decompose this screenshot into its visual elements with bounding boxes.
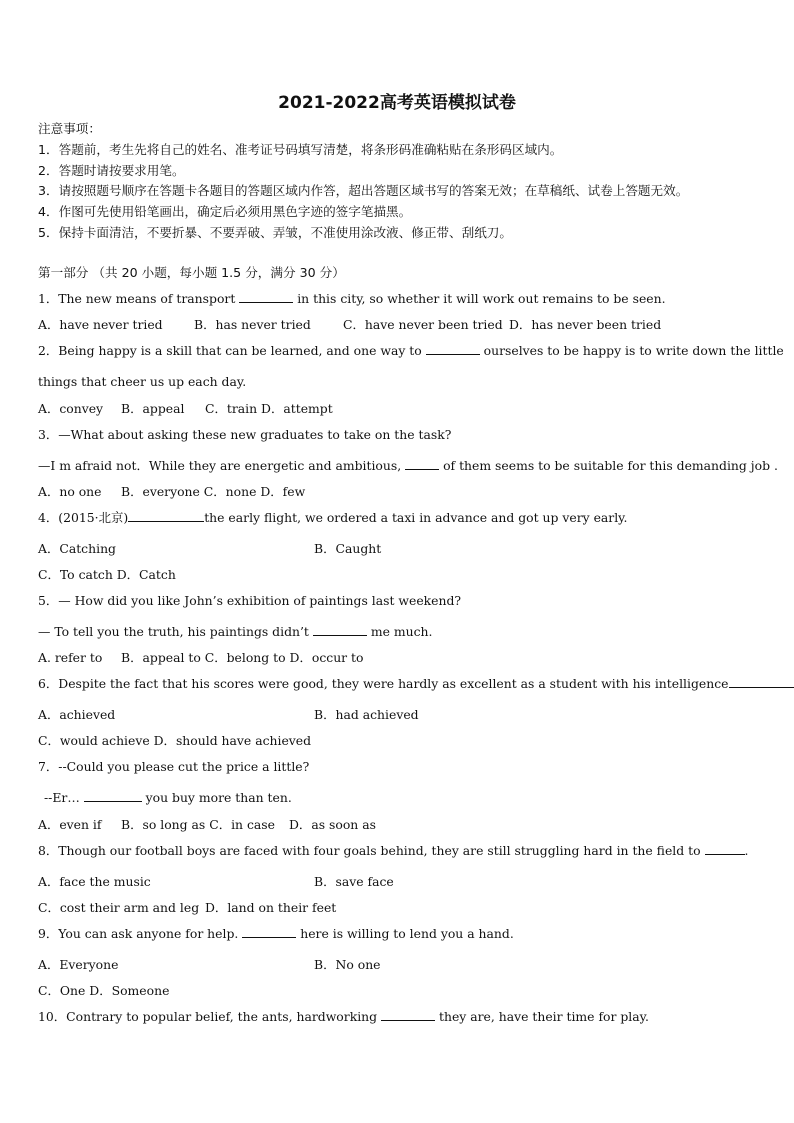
option-a: A. refer to (38, 650, 103, 665)
option-d: D．land on their feet (205, 900, 337, 915)
question-text: --Er… (44, 790, 80, 805)
question-4 (38, 510, 627, 526)
question-text: 10．Contrary to popular belief, the ants, hardworking (38, 1009, 378, 1024)
question-10 (38, 1009, 649, 1025)
option-a: A．face the music (38, 874, 151, 889)
question-text: they are, have their time for play. (438, 1009, 649, 1024)
question-9 (38, 926, 514, 942)
question-3: 3．—What about asking these new graduates to take on the task? (38, 427, 452, 442)
question-text: 6．Despite the fact that his scores were good, they were hardly as excellent as a student with his intelligence (38, 676, 729, 691)
question-text: in this city, so whether it will work out remains to be seen. (297, 291, 666, 306)
question-text: — To tell you the truth, his paintings didn’t (38, 624, 309, 639)
option-c-d: C．train D．attempt (205, 401, 333, 416)
question-text: me much. (370, 624, 433, 639)
notice-item-5: 5．保持卡面清洁，不要折暴、不要弄破、弄皱，不准使用涂改液、修正带、刮纸刀。 (38, 225, 512, 240)
option-b: B．has never tried (194, 317, 311, 332)
answer-blank (313, 624, 367, 636)
page-title: 2021-2022高考英语模拟试卷 (278, 93, 516, 113)
answer-blank (128, 510, 204, 522)
question-text: 8．Though our football boys are faced with four goals behind, they are still struggling hard in the field to (38, 843, 701, 858)
question-3-response (38, 458, 778, 474)
option-b-c: B．so long as C．in case (121, 817, 275, 832)
question-text: ourselves to be happy is to write down the little (483, 343, 784, 358)
question-1 (38, 291, 666, 307)
option-c-d: C．To catch D．Catch (38, 567, 176, 582)
option-a: A．even if (38, 817, 102, 832)
question-text: the early flight, we ordered a taxi in advance and got up very early. (204, 510, 628, 525)
question-text: —I m afraid not．While they are energetic and ambitious, (38, 458, 402, 473)
option-c: C．have never been tried (343, 317, 503, 332)
option-b: B．had achieved (314, 707, 419, 722)
answer-blank (381, 1009, 435, 1021)
notice-item-3: 3．请按照题号顺序在答题卡各题目的答题区域内作答，超出答题区域书写的答案无效；在草稿纸、试卷上答题无效。 (38, 183, 689, 198)
option-b: B．appeal (121, 401, 185, 416)
option-a: A．no one (38, 484, 102, 499)
question-6 (38, 676, 794, 692)
option-a: A．Catching (38, 541, 116, 556)
question-text: . (744, 843, 749, 858)
question-text: 4．(2015·北京) (38, 510, 129, 525)
question-2 (38, 343, 784, 359)
question-2-continued: things that cheer us up each day. (38, 374, 247, 389)
question-8 (38, 843, 748, 859)
answer-blank (426, 343, 480, 355)
question-text: 9．You can ask anyone for help. (38, 926, 239, 941)
option-a: A．convey (38, 401, 104, 416)
question-text: you buy more than ten. (145, 790, 292, 805)
option-a: A．achieved (38, 707, 116, 722)
notice-heading: 注意事项： (38, 121, 101, 136)
option-b: B．Caught (314, 541, 382, 556)
option-d: D．has never been tried (509, 317, 662, 332)
question-text: here is willing to lend you a hand. (300, 926, 514, 941)
notice-item-4: 4．作图可先使用铅笔画出，确定后必须用黑色字迹的签字笔描黑。 (38, 204, 412, 219)
option-b: B．save face (314, 874, 394, 889)
answer-blank (239, 291, 293, 303)
question-text: 1．The new means of transport (38, 291, 236, 306)
notice-item-1: 1．答题前，考生先将自己的姓名、准考证号码填写清楚，将条形码准确粘贴在条形码区域内。 (38, 142, 563, 157)
option-b-c-d: B．appeal to C．belong to D．occur to (121, 650, 364, 665)
option-b: B．No one (314, 957, 381, 972)
answer-blank (405, 458, 439, 470)
option-c: C．cost their arm and leg (38, 900, 200, 915)
question-text: of them seems to be suitable for this demanding job . (443, 458, 778, 473)
section-heading: 第一部分 （共 20 小题，每小题 1.5 分，满分 30 分） (38, 265, 345, 280)
notice-item-2: 2．答题时请按要求用笔。 (38, 163, 185, 178)
answer-blank (729, 676, 794, 688)
option-a: A．Everyone (38, 957, 119, 972)
question-text: 2．Being happy is a skill that can be learned, and one way to (38, 343, 422, 358)
question-5-response (38, 624, 432, 640)
question-7: 7．--Could you please cut the price a little? (38, 759, 310, 774)
option-b-c-d: B．everyone C．none D．few (121, 484, 306, 499)
option-c-d: C．would achieve D．should have achieved (38, 733, 312, 748)
option-a: A．have never tried (38, 317, 163, 332)
question-5: 5．— How did you like John’s exhibition of paintings last weekend? (38, 593, 462, 608)
answer-blank (705, 843, 745, 855)
question-7-response (44, 790, 292, 806)
answer-blank (242, 926, 296, 938)
option-c-d: C．One D．Someone (38, 983, 170, 998)
option-d: D．as soon as (289, 817, 376, 832)
answer-blank (84, 790, 142, 802)
